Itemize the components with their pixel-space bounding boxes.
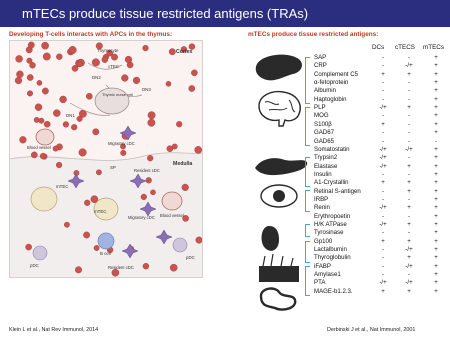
mtecs-value: + <box>434 79 438 87</box>
table-row <box>314 62 450 70</box>
pdc-left <box>33 246 47 260</box>
antigen-name: GAD67 <box>314 129 334 137</box>
thymocyte-cell <box>34 117 39 122</box>
dcs-value: - <box>381 262 385 270</box>
mtecs-value: + <box>434 279 438 287</box>
mtecs-value: + <box>434 221 438 228</box>
migratory-cdc-mid-label: Migratory cDC <box>128 215 155 220</box>
pdc-right <box>173 238 187 252</box>
antigen-name: Amylase1 <box>314 271 341 279</box>
mtecs-value: - <box>434 137 438 145</box>
dcs-value: - <box>381 129 385 137</box>
ctecs-value: - <box>407 137 411 145</box>
cortex-label: Cortex <box>176 49 193 55</box>
table-row <box>314 213 450 221</box>
skin-icon <box>259 266 299 282</box>
thymocyte-cell <box>31 152 37 158</box>
table-row <box>314 188 450 196</box>
ctecs-value: + <box>407 187 411 195</box>
table-row <box>314 204 450 212</box>
table-row <box>314 54 450 62</box>
thymocyte-cell <box>143 263 149 269</box>
thymocyte-cell <box>43 53 50 60</box>
brain-bracket <box>305 107 310 146</box>
ctecs-value: - <box>407 195 411 203</box>
b-cell-label: B cell <box>100 251 111 256</box>
table-row <box>314 179 450 187</box>
mtecs-value: + <box>434 204 438 212</box>
resident-cdc-top-label: Resident cDC <box>134 168 160 173</box>
table-row <box>314 96 450 104</box>
table-row <box>314 104 450 112</box>
mtecs-value: + <box>434 104 438 112</box>
table-row <box>314 171 450 179</box>
mtecs-value: + <box>434 254 438 262</box>
mtecs-value: + <box>434 129 438 137</box>
antigen-name: iFABP <box>314 262 331 270</box>
ctecs-value: - <box>407 120 411 128</box>
antigen-name: α-fetoprotein <box>314 79 349 87</box>
mtecs-value: + <box>434 287 438 295</box>
thymocyte-cell <box>69 46 77 54</box>
antigen-name: Trypsin2 <box>314 154 338 162</box>
left-heading: Developing T-cells interacts with APCs in the thymus: <box>9 31 173 38</box>
ctecs-value: - <box>407 170 411 178</box>
ctecs-value: - <box>407 87 411 95</box>
slide-title: mTECs produce tissue restricted antigens (TRAs) <box>0 0 450 27</box>
ctec-label: cTEC <box>108 64 119 69</box>
dcs-value: -/+ <box>379 145 387 153</box>
thymocyte-cell <box>60 96 67 103</box>
ctecs-value: + <box>407 104 411 112</box>
kidney-bracket <box>305 224 310 237</box>
table-row <box>314 279 450 287</box>
gut-bracket <box>305 266 310 296</box>
mtecs-value: + <box>434 179 438 187</box>
pdc-right-label: pDC <box>186 255 195 260</box>
mtec-left-label: mTEC <box>56 184 69 189</box>
ctecs-value: - <box>407 95 411 103</box>
thymocyte-cell <box>56 162 62 168</box>
thymocyte-cell <box>182 184 189 191</box>
table-row <box>314 246 450 254</box>
thymocyte-cell <box>195 146 202 153</box>
antigen-name: Erythropoetin <box>314 212 351 220</box>
ctecs-value: - <box>407 54 411 61</box>
table-row <box>314 163 450 171</box>
thymocyte-cell <box>56 54 62 60</box>
ctecs-value: - <box>407 112 411 120</box>
thymocyte-cell <box>71 124 77 130</box>
thymocyte-cell <box>75 267 82 274</box>
thymocyte-cell <box>16 71 23 78</box>
dn2-label: DN2 <box>92 75 101 80</box>
thymocyte-cell <box>112 269 119 276</box>
dcs-value: - <box>381 87 385 95</box>
thymocyte-cell <box>121 75 128 82</box>
antigen-name: Tyrosinase <box>314 229 344 237</box>
thymocyte-cell <box>64 222 69 227</box>
left-reference: Klein L et al., Nat Rev Immunol, 2014 <box>9 327 99 333</box>
thymocyte-cell <box>143 45 149 51</box>
table-row <box>314 146 450 154</box>
eye-pupil-icon <box>273 190 285 202</box>
ctecs-value: - <box>407 154 411 162</box>
dcs-value: -/+ <box>379 221 387 228</box>
dn3-label: DN3 <box>142 87 151 92</box>
ctecs-value: + <box>407 204 411 212</box>
dcs-value: - <box>381 54 385 61</box>
table-row <box>314 87 450 95</box>
antigen-name: Albumin <box>314 87 337 95</box>
thymocyte-cell <box>141 194 147 200</box>
mtec-cell-left <box>31 187 57 211</box>
column-header-dcs: DCs <box>372 44 385 51</box>
thymocyte-cell <box>121 150 127 156</box>
table-row <box>314 154 450 162</box>
thymocyte-cell <box>27 91 33 97</box>
dcs-value: - <box>381 62 385 70</box>
thymocyte-cell <box>92 59 100 67</box>
dcs-value: + <box>381 237 385 245</box>
table-row <box>314 129 450 137</box>
antigen-name: Renin <box>314 204 330 212</box>
antigen-name: PLP <box>314 104 326 112</box>
mtecs-value: + <box>434 229 438 237</box>
blood-vessel-top <box>36 129 54 145</box>
table-row <box>314 221 450 229</box>
intestine-icon <box>261 289 295 310</box>
dcs-value: - <box>381 95 385 103</box>
table-row <box>314 121 450 129</box>
thymic-nurse-cell-label: Thymic nurse cell <box>102 92 134 97</box>
mtecs-value: + <box>434 262 438 270</box>
thymus-diagram <box>10 41 203 278</box>
brain-icon <box>259 92 300 126</box>
thymocyte-cell <box>83 232 89 238</box>
column-header-ctecs: cTECS <box>395 44 415 51</box>
table-row <box>314 288 450 296</box>
ctecs-value: -/+ <box>405 145 413 153</box>
table-row <box>314 263 450 271</box>
pancreas-bracket <box>305 157 310 187</box>
thymocyte-cell <box>84 200 90 206</box>
mtecs-value: + <box>434 112 438 120</box>
thymocyte-cell <box>93 129 99 135</box>
thymocyte-cell <box>111 54 117 60</box>
antigen-name: Somatostatin <box>314 145 350 153</box>
thymocyte-cell <box>30 62 36 68</box>
table-row <box>314 254 450 262</box>
mtecs-value: + <box>434 237 438 245</box>
dcs-value: - <box>381 195 385 203</box>
table-row <box>314 271 450 279</box>
dcs-value: - <box>381 79 385 87</box>
thymocyte-cell <box>42 42 49 49</box>
thymocyte-cell <box>169 49 175 55</box>
thymocyte-cell <box>53 146 58 151</box>
thymocyte-cell <box>39 118 44 123</box>
pdc-left-label: pDC <box>30 263 39 268</box>
thymocyte-cell <box>63 122 69 128</box>
antigen-name: Retinal S-antigen <box>314 187 361 195</box>
ctecs-value: + <box>407 237 411 245</box>
ctecs-value: -/+ <box>405 62 413 70</box>
thymocyte-cell <box>40 153 46 159</box>
thymocyte-cell <box>27 74 33 80</box>
b-cell <box>98 233 114 249</box>
table-row <box>314 71 450 79</box>
kidney-icon <box>262 226 279 251</box>
thymocyte-cell <box>189 85 195 91</box>
thymocyte-cell <box>102 57 108 63</box>
dcs-value: - <box>381 170 385 178</box>
dcs-value: -/+ <box>379 104 387 112</box>
thymocyte-cell <box>26 244 32 250</box>
resident-cdc-bottom-label: Resident cDC <box>108 265 134 270</box>
ctecs-value: -/+ <box>405 262 413 270</box>
antigen-name: S100β <box>314 120 332 128</box>
dcs-value: - <box>381 246 385 254</box>
blood-vessel-mid-label: Blood vessel <box>160 213 184 218</box>
table-row <box>314 196 450 204</box>
blood-vessel-top-label: Blood vessel <box>27 145 51 150</box>
antigen-name: Insulin <box>314 170 332 178</box>
mtecs-value: + <box>434 95 438 103</box>
thymocyte-cell <box>166 81 171 86</box>
mtecs-value: + <box>434 187 438 195</box>
mtecs-value: + <box>434 87 438 95</box>
dcs-value: - <box>381 112 385 120</box>
thymocyte-cell <box>146 177 152 183</box>
antigen-name: Elastase <box>314 162 338 170</box>
mtecs-value: + <box>434 246 438 254</box>
thymocyte-cell <box>44 121 50 127</box>
skin-bracket <box>305 241 310 263</box>
dcs-value: -/+ <box>379 279 387 287</box>
thymocyte-cell <box>35 104 42 111</box>
thymocyte-cell <box>42 88 48 94</box>
mtecs-value: + <box>434 271 438 279</box>
antigen-name: Haptoglobin <box>314 95 347 103</box>
mtecs-value: + <box>434 62 438 70</box>
column-header-mtecs: mTECs <box>423 44 444 51</box>
dcs-value: - <box>381 137 385 145</box>
organ-icons <box>253 50 313 318</box>
liver-icon <box>256 55 302 81</box>
thymocyte-cell <box>191 70 197 76</box>
ctecs-value: -/+ <box>405 279 413 287</box>
eye-bracket <box>305 190 310 212</box>
ctecs-value: + <box>407 287 411 295</box>
mtecs-value: + <box>434 162 438 170</box>
thymocyte-cell <box>77 61 83 67</box>
ctecs-value: - <box>407 229 411 237</box>
mtec-mid-label: mTEC <box>94 209 107 214</box>
mtecs-value: + <box>434 120 438 128</box>
antigen-name: CRP <box>314 62 327 70</box>
mtecs-value: + <box>434 70 438 78</box>
mtecs-value: + <box>434 170 438 178</box>
thymocyte-cell <box>16 55 23 62</box>
dcs-value: - <box>381 187 385 195</box>
dcs-value: + <box>381 287 385 295</box>
thymocyte-cell <box>72 65 78 71</box>
dcs-value: - <box>381 271 385 279</box>
antigen-name: SAP <box>314 54 327 61</box>
thymocyte-cell <box>148 112 155 119</box>
mtecs-value: + <box>434 145 438 153</box>
dn1-label: DN1 <box>66 113 75 118</box>
thymocyte-cell <box>96 170 101 175</box>
right-reference: Derbinski J et al., Nat Immunol, 2001 <box>327 327 416 333</box>
dcs-value: + <box>381 70 385 78</box>
antigen-name: PTA <box>314 279 326 287</box>
mtecs-value: + <box>434 195 438 203</box>
table-row <box>314 138 450 146</box>
thymocyte-cell <box>79 149 87 157</box>
table-row <box>314 112 450 120</box>
antigen-name: A1-Crystallin <box>314 179 349 187</box>
thymocyte-cell <box>94 245 99 250</box>
thymocyte-cell <box>125 56 132 63</box>
thymocyte-cell <box>86 93 92 99</box>
antigen-name: Thyroglobulin <box>314 254 351 262</box>
thymocyte-label: Thymocyte <box>97 48 119 53</box>
mtecs-value: + <box>434 212 438 220</box>
antigen-name: IRBP <box>314 195 329 203</box>
ctecs-value: - <box>407 79 411 87</box>
table-row <box>314 79 450 87</box>
ctecs-value: + <box>407 179 411 187</box>
thymocyte-cell <box>172 144 177 149</box>
dcs-value: + <box>381 179 385 187</box>
dcs-value: - <box>381 229 385 237</box>
right-heading: mTECs produce tissue restricted antigens: <box>248 31 379 38</box>
dcs-value: -/+ <box>379 154 387 162</box>
dcs-value: -/+ <box>379 204 387 212</box>
thymocyte-cell <box>53 110 60 117</box>
blood-vessel-mid <box>162 192 182 210</box>
thymocyte-cell <box>196 237 203 244</box>
antigen-name: MOG <box>314 112 329 120</box>
medulla-label: Medulla <box>173 161 193 167</box>
table-row <box>314 238 450 246</box>
thymocyte-cell <box>15 77 22 84</box>
ctecs-value: -/+ <box>405 246 413 254</box>
thymus-illustration <box>9 40 203 278</box>
thymocyte-cell <box>37 80 42 85</box>
thymocyte-cell <box>148 119 155 126</box>
thymocyte-cell <box>170 264 177 271</box>
thymocyte-cell <box>176 121 182 127</box>
hair-icon <box>263 254 293 266</box>
thymocyte-cell <box>147 155 153 161</box>
table-row <box>314 229 450 237</box>
ctecs-value: + <box>407 162 411 170</box>
sp-top-label: SP <box>110 165 116 170</box>
dcs-value: + <box>381 120 385 128</box>
ctecs-value: - <box>407 271 411 279</box>
mtecs-value: + <box>434 154 438 162</box>
mtecs-value: + <box>434 54 438 61</box>
antigen-name: H/K ATPase <box>314 221 347 228</box>
antigen-name: MAGE-b1.2.3. <box>314 287 353 295</box>
pancreas-icon <box>255 158 307 175</box>
thymocyte-cell <box>150 190 155 195</box>
migratory-cdc-top-label: Migratory cDC <box>108 141 135 146</box>
antigen-name: Lactalbumin <box>314 246 347 254</box>
ctecs-value: - <box>407 129 411 137</box>
ctecs-value: - <box>407 212 411 220</box>
antigen-name: Complement C5 <box>314 70 359 78</box>
ctecs-value: + <box>407 254 411 262</box>
dcs-value: -/+ <box>379 162 387 170</box>
antigen-name: Gp100 <box>314 237 333 245</box>
dcs-value: - <box>381 254 385 262</box>
ctecs-value: + <box>407 70 411 78</box>
dcs-value: - <box>381 212 385 220</box>
liver-bracket <box>305 57 310 104</box>
thymocyte-cell <box>133 77 140 84</box>
thymocyte-cell <box>20 136 27 143</box>
thymocyte-cell <box>28 42 34 48</box>
antigen-name: GAD65 <box>314 137 334 145</box>
ctecs-value: + <box>407 221 411 228</box>
